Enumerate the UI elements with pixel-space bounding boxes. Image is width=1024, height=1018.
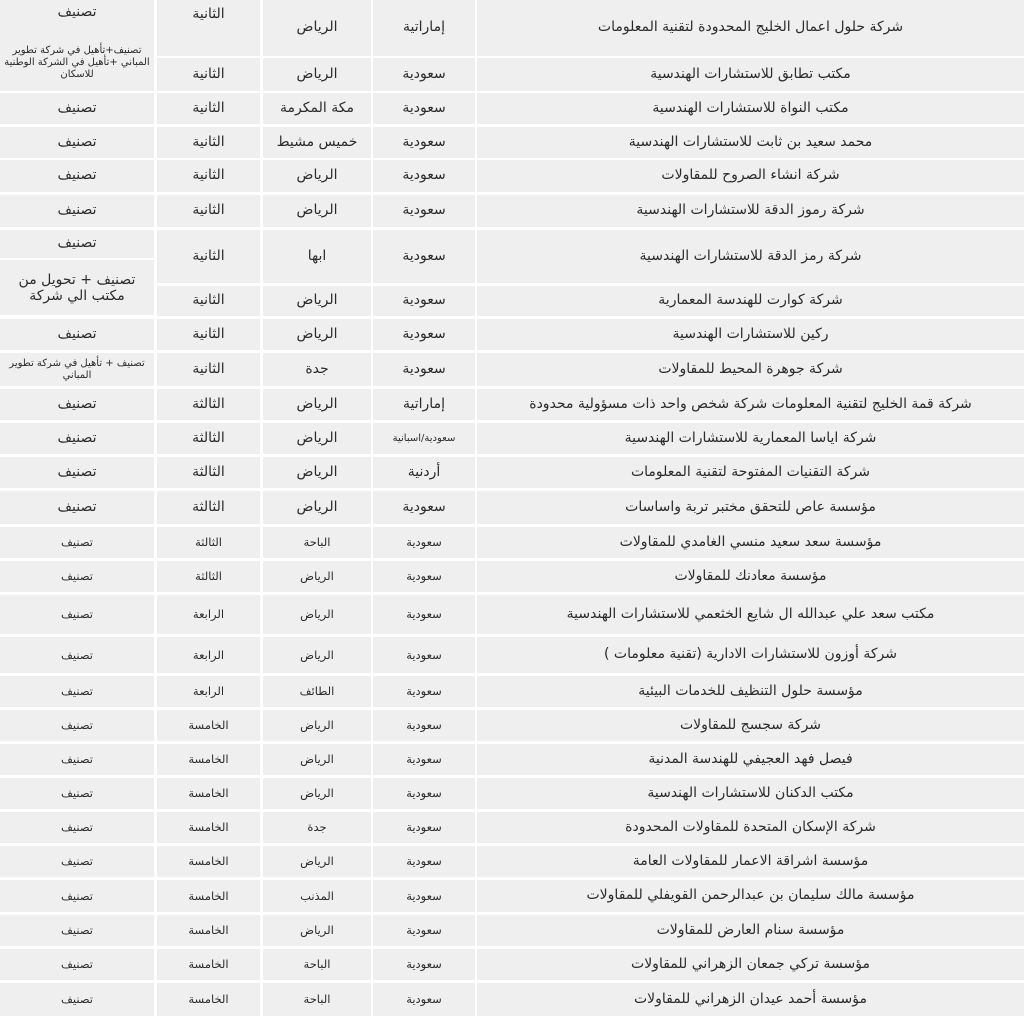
company-name: شركة انشاء الصروح للمقاولات [477, 160, 1024, 192]
grade: الثانية [157, 0, 260, 56]
table-row [0, 423, 1024, 454]
classification: تصنيف [0, 710, 154, 741]
city: الرياض [263, 0, 371, 56]
grade: الثانية [157, 353, 260, 386]
nationality: سعودية [373, 846, 475, 877]
table-row [0, 778, 1024, 809]
company-name: شركة كوارت للهندسة المعمارية [477, 286, 1024, 316]
city: الرياض [263, 915, 371, 946]
company-name: شركة الإسكان المتحدة للمقاولات المحدودة [477, 812, 1024, 843]
table-row [0, 527, 1024, 558]
grade: الخامسة [157, 949, 260, 980]
company-name: مؤسسة معادنك للمقاولات [477, 561, 1024, 592]
grade: الثالثة [157, 527, 260, 558]
table-row [0, 457, 1024, 488]
nationality: سعودية [373, 195, 475, 227]
nationality: سعودية [373, 880, 475, 912]
city: جدة [263, 812, 371, 843]
grade: الثانية [157, 58, 260, 91]
classification: تصنيف [0, 812, 154, 843]
company-name: مكتب النواة للاستشارات الهندسية [477, 93, 1024, 124]
company-name: مكتب الدكنان للاستشارات الهندسية [477, 778, 1024, 809]
classification: تصنيف [0, 880, 154, 912]
nationality: سعودية [373, 983, 475, 1016]
company-name: مؤسسة عاص للتحقق مختبر تربة واساسات [477, 491, 1024, 524]
city: الرياض [263, 491, 371, 524]
table-row [0, 812, 1024, 843]
city: خميس مشيط [263, 127, 371, 158]
city: الرياض [263, 389, 371, 420]
classification: تصنيف [0, 637, 154, 673]
city: الباحة [263, 949, 371, 980]
table-row [0, 846, 1024, 877]
nationality: سعودية [373, 676, 475, 707]
classification: تصنيف+تأهيل في شركة تطوير المباني +تأهيل في الشركة الوطنية للاسكان [0, 34, 154, 91]
company-name: مؤسسة سنام العارض للمقاولات [477, 915, 1024, 946]
grade: الرابعة [157, 676, 260, 707]
table-row [0, 915, 1024, 946]
grade: الثانية [157, 230, 260, 283]
nationality: سعودية [373, 812, 475, 843]
city: الرياض [263, 710, 371, 741]
nationality: سعودية [373, 230, 475, 283]
classification: تصنيف [0, 230, 154, 258]
grade: الثانية [157, 319, 260, 350]
table-row [0, 880, 1024, 912]
nationality: سعودية [373, 561, 475, 592]
classification: تصنيف [0, 595, 154, 634]
company-name: شركة التقنيات المفتوحة لتقنية المعلومات [477, 457, 1024, 488]
city: الرياض [263, 319, 371, 350]
city: الرياض [263, 58, 371, 91]
table-row [0, 595, 1024, 634]
grade: الثانية [157, 160, 260, 192]
table-row [0, 319, 1024, 350]
grade: الخامسة [157, 846, 260, 877]
city: الرياض [263, 286, 371, 316]
nationality: سعودية [373, 93, 475, 124]
city: الرياض [263, 457, 371, 488]
table-row [0, 286, 1024, 316]
table-row [0, 744, 1024, 775]
nationality: سعودية [373, 319, 475, 350]
table-row [0, 561, 1024, 592]
classification: تصنيف [0, 983, 154, 1016]
grade: الخامسة [157, 778, 260, 809]
nationality: سعودية [373, 949, 475, 980]
company-name: شركة رمز الدقة للاستشارات الهندسية [477, 230, 1024, 283]
company-name: مكتب سعد علي عبدالله ال شايع الخثعمي للاستشارات الهندسية [477, 595, 1024, 634]
table-row [0, 710, 1024, 741]
classification: تصنيف [0, 319, 154, 350]
grade: الخامسة [157, 915, 260, 946]
company-name: مؤسسة سعد سعيد منسي الغامدي للمقاولات [477, 527, 1024, 558]
classification: تصنيف [0, 676, 154, 707]
city: مكة المكرمة [263, 93, 371, 124]
company-name: ركين للاستشارات الهندسية [477, 319, 1024, 350]
grade: الخامسة [157, 880, 260, 912]
grade: الثالثة [157, 561, 260, 592]
nationality: سعودية [373, 744, 475, 775]
company-name: شركة رموز الدقة للاستشارات الهندسية [477, 195, 1024, 227]
city: الرياض [263, 637, 371, 673]
company-name: مؤسسة أحمد عيدان الزهراني للمقاولات [477, 983, 1024, 1016]
table-row [0, 983, 1024, 1016]
classification: تصنيف [0, 561, 154, 592]
nationality: أردنية [373, 457, 475, 488]
nationality: سعودية [373, 286, 475, 316]
grade: الخامسة [157, 744, 260, 775]
city: الرياض [263, 595, 371, 634]
table-row [0, 637, 1024, 673]
table-row [0, 127, 1024, 158]
nationality: سعودية [373, 160, 475, 192]
grade: الخامسة [157, 983, 260, 1016]
grade: الثانية [157, 127, 260, 158]
city: الرياض [263, 744, 371, 775]
classification: تصنيف [0, 423, 154, 454]
nationality: سعودية [373, 710, 475, 741]
grade: الثالثة [157, 491, 260, 524]
classification: تصنيف [0, 846, 154, 877]
city: الرياض [263, 195, 371, 227]
city: الرياض [263, 423, 371, 454]
city: الرياض [263, 561, 371, 592]
classification: تصنيف [0, 93, 154, 124]
company-name: شركة حلول اعمال الخليج المحدودة لتقنية المعلومات [477, 0, 1024, 56]
nationality: سعودية/اسبانية [373, 423, 475, 454]
table-row [0, 58, 1024, 91]
nationality: سعودية [373, 637, 475, 673]
nationality: سعودية [373, 491, 475, 524]
company-name: شركة قمة الخليج لتقنية المعلومات شركة شخص واحد ذات مسؤولية محدودة [477, 389, 1024, 420]
company-name: مؤسسة حلول التنظيف للخدمات البيئية [477, 676, 1024, 707]
grade: الخامسة [157, 710, 260, 741]
grade: الثالثة [157, 457, 260, 488]
grade: الثالثة [157, 389, 260, 420]
table-row [0, 160, 1024, 192]
company-name: شركة أوزون للاستشارات الادارية (تقنية معلومات ) [477, 637, 1024, 673]
classification: تصنيف [0, 491, 154, 524]
city: الباحة [263, 527, 371, 558]
table-row [0, 353, 1024, 386]
grade: الخامسة [157, 812, 260, 843]
city: المذنب [263, 880, 371, 912]
grade: الرابعة [157, 637, 260, 673]
nationality: سعودية [373, 353, 475, 386]
grade: الثانية [157, 195, 260, 227]
classification: تصنيف [0, 915, 154, 946]
classification: تصنيف [0, 195, 154, 227]
table-row [0, 949, 1024, 980]
classification: تصنيف [0, 127, 154, 158]
classification: تصنيف [0, 160, 154, 192]
city: الباحة [263, 983, 371, 1016]
nationality: سعودية [373, 595, 475, 634]
nationality: سعودية [373, 915, 475, 946]
classification: تصنيف [0, 949, 154, 980]
company-name: شركة سجسج للمقاولات [477, 710, 1024, 741]
grade: الرابعة [157, 595, 260, 634]
classification: تصنيف [0, 744, 154, 775]
nationality: إماراتية [373, 389, 475, 420]
classification: تصنيف [0, 778, 154, 809]
grade: الثانية [157, 286, 260, 316]
table-row [0, 195, 1024, 227]
company-name: شركة اياسا المعمارية للاستشارات الهندسية [477, 423, 1024, 454]
nationality: سعودية [373, 778, 475, 809]
nationality: سعودية [373, 58, 475, 91]
company-name: مؤسسة اشراقة الاعمار للمقاولات العامة [477, 846, 1024, 877]
classification: تصنيف [0, 0, 154, 36]
city: ابها [263, 230, 371, 283]
city: الطائف [263, 676, 371, 707]
company-name: مؤسسة مالك سليمان بن عبدالرحمن القويفلي للمقاولات [477, 880, 1024, 912]
company-name: مؤسسة تركي جمعان الزهراني للمقاولات [477, 949, 1024, 980]
nationality: سعودية [373, 527, 475, 558]
company-name: فيصل فهد العجيفي للهندسة المدنية [477, 744, 1024, 775]
classification: تصنيف [0, 457, 154, 488]
company-name: محمد سعيد بن ثابت للاستشارات الهندسية [477, 127, 1024, 158]
city: الرياض [263, 160, 371, 192]
table-row [0, 491, 1024, 524]
table-row [0, 389, 1024, 420]
classification: تصنيف [0, 527, 154, 558]
classification-merged: تصنيف + تحويل من مكتب الي شركة [0, 260, 154, 315]
grade: الثانية [157, 93, 260, 124]
city: جدة [263, 353, 371, 386]
nationality: إماراتية [373, 0, 475, 56]
table-row [0, 676, 1024, 707]
table-row [0, 93, 1024, 124]
company-name: مكتب تطابق للاستشارات الهندسية [477, 58, 1024, 91]
city: الرياض [263, 846, 371, 877]
city: الرياض [263, 778, 371, 809]
classification: تصنيف [0, 389, 154, 420]
nationality: سعودية [373, 127, 475, 158]
company-name: شركة جوهرة المحيط للمقاولات [477, 353, 1024, 386]
grade: الثالثة [157, 423, 260, 454]
classification: تصنيف + تأهيل في شركة تطوير المباني [0, 353, 154, 386]
